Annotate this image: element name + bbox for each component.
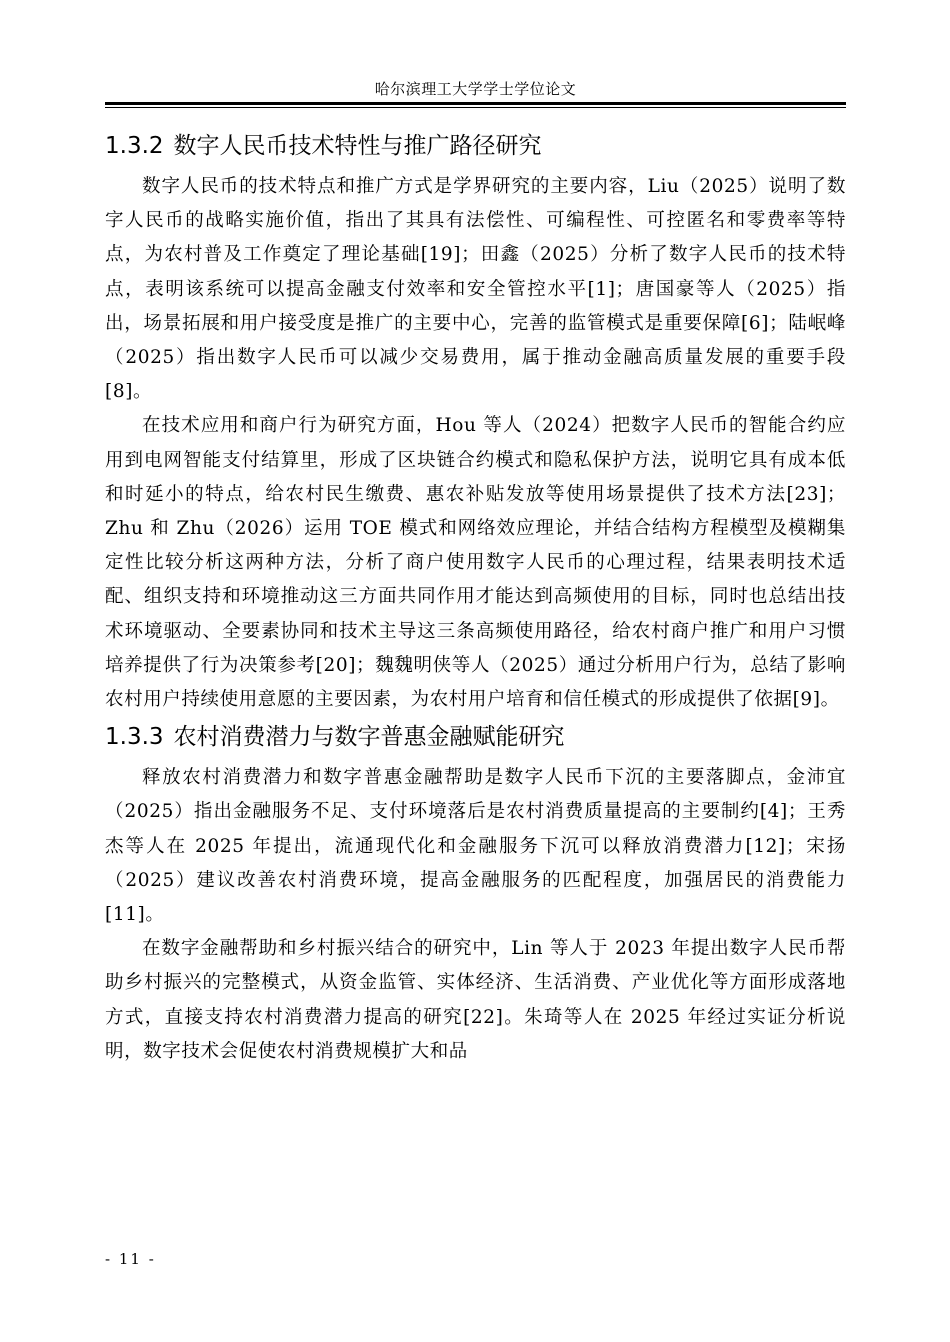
- section-1-3-3: [105, 717, 846, 1069]
- paragraph: 释放农村消费潜力和数字普惠金融帮助是数字人民币下沉的主要落脚点，金沛宜（2025）指出金融服务不足、支付环境落后是农村消费质量提高的主要制约[4]；王秀杰等人在 2025 年提出，流通现代化和金融服务下沉可以释放消费潜力[12]；宋扬（2025）建议改善农村消费环境，提高金融服务的匹配程度，加强居民的消费能力[11]。: [105, 767, 846, 926]
- section-title: 农村消费潜力与数字普惠金融赋能研究: [173, 724, 565, 751]
- paragraph: 在技术应用和商户行为研究方面，Hou 等人（2024）把数字人民币的智能合约应用到电网智能支付结算里，形成了区块链合约模式和隐私保护方法，说明它具有成本低和时延小的特点，给农村民生缴费、惠农补贴发放等使用场景提供了技术方法[23]；Zhu 和 Zhu（2026）运用 TOE 模式和网络效应理论，并结合结构方程模型及模糊集定性比较分析这两种方法，分析了商户使用数字人民币的心理过程，结果表明技术适配、组织支持和环境推动这三方面共同作用才能达到高频使用的目标，同时也总结出技术环境驱动、全要素协同和技术主导这三条高频使用路径，给农村商户推广和用户习惯培养提供了行为决策参考[20]；魏魏明侠等人（2025）通过分析用户行为，总结了影响农村用户持续使用意愿的主要因素，为农村用户培育和信任模式的形成提供了依据[9]。: [105, 415, 846, 711]
- paragraph: 在数字金融帮助和乡村振兴结合的研究中，Lin 等人于 2023 年提出数字人民币帮助乡村振兴的完整模式，从资金监管、实体经济、生活消费、产业优化等方面形成落地方式，直接支持农村消费潜力提高的研究[22]。朱琦等人在 2025 年经过实证分析说明，数字技术会促使农村消费规模扩大和品: [105, 938, 846, 1062]
- section-number: 1.3.2: [105, 133, 164, 159]
- page-number: - 11 -: [105, 1250, 156, 1268]
- page-body: [105, 126, 846, 1069]
- paragraph: 数字人民币的技术特点和推广方式是学界研究的主要内容，Liu（2025）说明了数字人民币的战略实施价值，指出了其具有法偿性、可编程性、可控匿名和零费率等特点，为农村普及工作奠定了理论基础[19]；田鑫（2025）分析了数字人民币的技术特点，表明该系统可以提高金融支付效率和安全管控水平[1]；唐国豪等人（2025）指出，场景拓展和用户接受度是推广的主要中心，完善的监管模式是重要保障[6]；陆岷峰（2025）指出数字人民币可以减少交易费用，属于推动金融高质量发展的重要手段[8]。: [105, 176, 846, 403]
- section-heading: [105, 126, 846, 170]
- section-number: 1.3.3: [105, 724, 164, 751]
- page-header: 哈尔滨理工大学学士学位论文: [374, 80, 577, 98]
- header-rule-thick: [105, 102, 846, 105]
- section-1-3-2: [105, 126, 846, 717]
- section-heading: [105, 717, 846, 761]
- section-title: 数字人民币技术特性与推广路径研究: [173, 133, 542, 159]
- header-rule-thin: [105, 107, 846, 108]
